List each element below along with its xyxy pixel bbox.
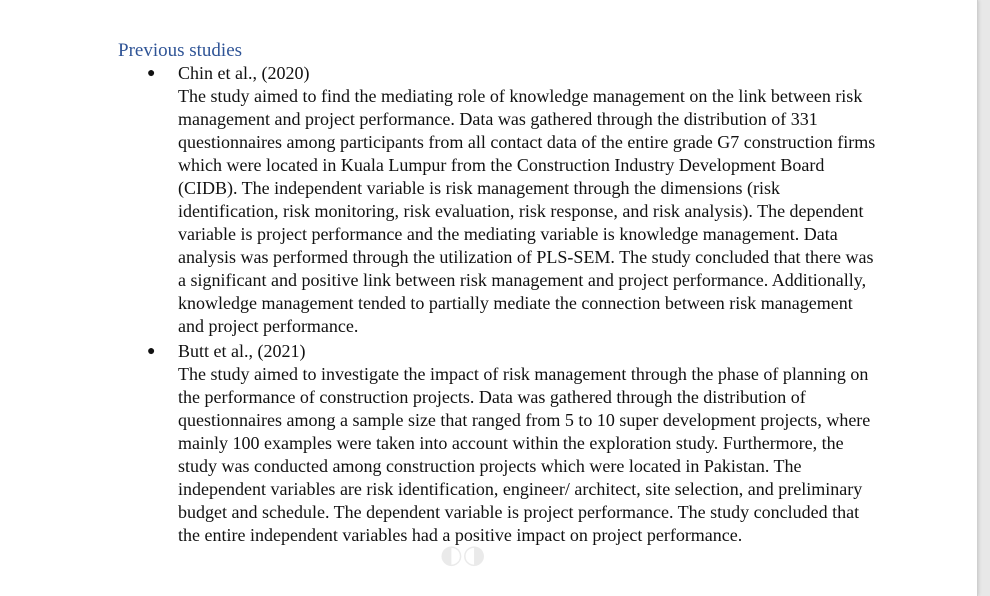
section-heading: Previous studies <box>118 40 243 61</box>
study-summary: The study aimed to investigate the impact of risk management through the phase of planning on the performance of construction projects. Data was gathered through the distribution of questionnaires among a sample size that ranged from 5 to 10 super development projects, where mainly 100 examples were taken into account within the exploration study. Furthermore, the study was conducted among construction projects which were located in Pakistan. The independent variables are risk identification, engineer/ architect, site selection, and preliminary budget and schedule. The dependent variable is project performance. The study concluded that the entire independent variables had a positive impact on project performance. <box>178 364 871 545</box>
list-item <box>147 62 878 338</box>
study-citation: Butt et al., (2021) <box>178 341 306 361</box>
studies-list <box>147 62 878 549</box>
study-citation: Chin et al., (2020) <box>178 63 310 83</box>
study-summary: The study aimed to find the mediating role of knowledge management on the link between risk management and project performance. Data was gathered through the distribution of 331 questionnaires among participants from all contact data of the entire grade G7 construction firms which were located in Kuala Lumpur from the Construction Industry Development Board (CIDB). The independent variable is risk management through the dimensions (risk identification, risk monitoring, risk evaluation, risk response, and risk analysis). The dependent variable is project performance and the mediating variable is knowledge management. Data analysis was performed through the utilization of PLS-SEM. The study concluded that there was a significant and positive link between risk management and project performance. Additionally, knowledge management tended to partially mediate the connection between risk management and project performance. <box>178 86 876 336</box>
list-item <box>147 340 878 547</box>
bullet-icon: ● <box>147 344 156 359</box>
watermark-logo-icon: ◐◑ <box>440 540 486 570</box>
bullet-icon: ● <box>147 66 156 81</box>
